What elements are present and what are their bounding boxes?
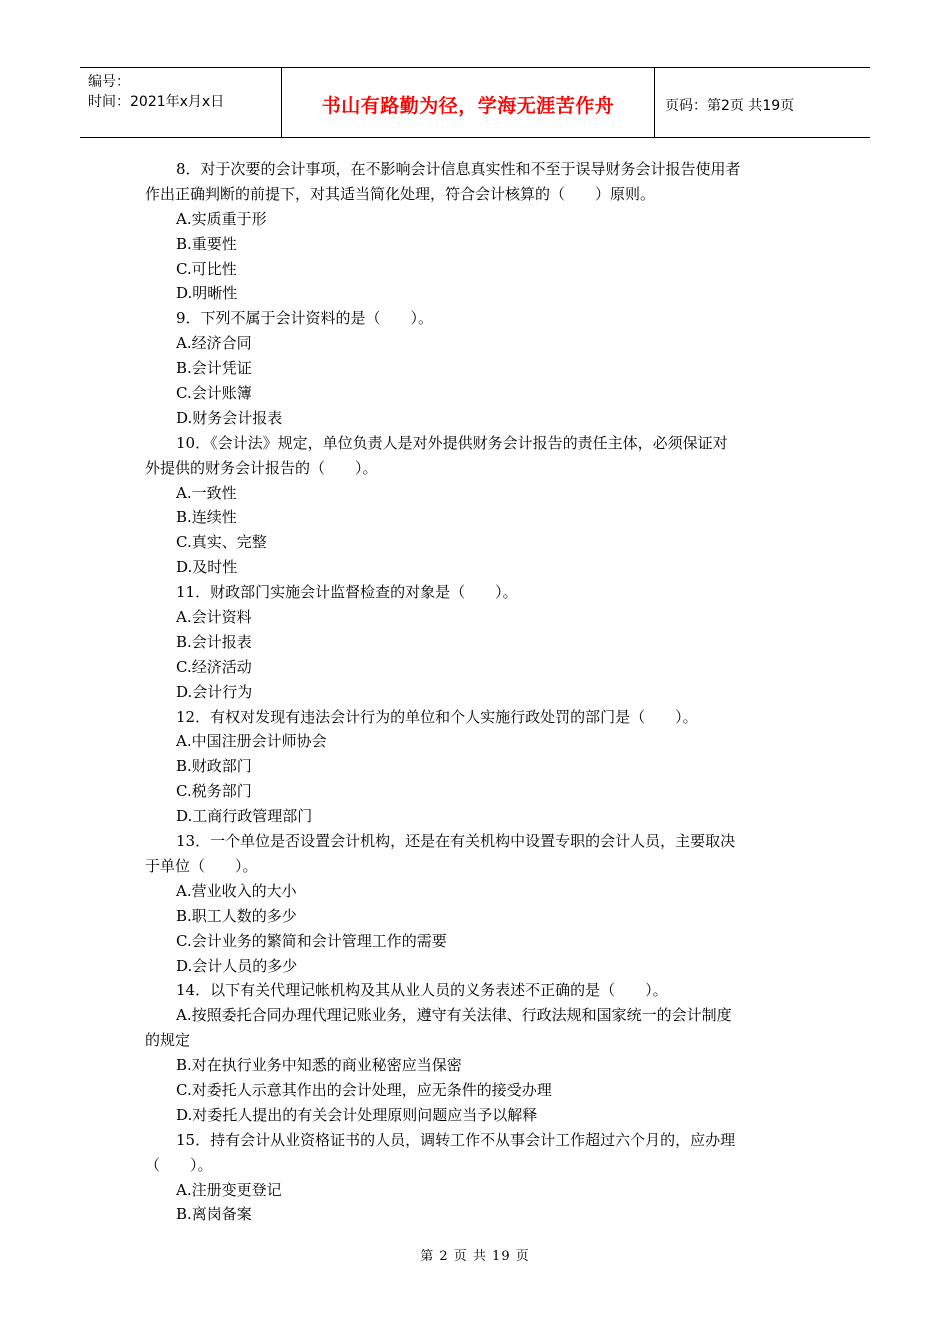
answer-option: C.真实、完整 bbox=[176, 533, 267, 552]
page-footer: 第 2 页 共 19 页 bbox=[420, 1249, 530, 1264]
question-text: 13．一个单位是否设置会计机构，还是在有关机构中设置专职的会计人员，主要取决 bbox=[176, 832, 736, 851]
question-text: 11．财政部门实施会计监督检查的对象是（ ）。 bbox=[176, 583, 518, 602]
answer-option: B.重要性 bbox=[176, 234, 237, 253]
answer-option: A.按照委托合同办理代理记账业务，遵守有关法律、行政法规和国家统一的会计制度 bbox=[176, 1006, 732, 1025]
header-meta bbox=[80, 68, 282, 137]
answer-option: B.会计报表 bbox=[176, 632, 252, 651]
answer-option: D.工商行政管理部门 bbox=[176, 807, 313, 826]
answer-option: C.税务部门 bbox=[176, 782, 252, 801]
question-text-continued: 的规定 bbox=[145, 1031, 191, 1050]
question-text: 9．下列不属于会计资料的是（ ）。 bbox=[176, 309, 434, 328]
answer-option: A.经济合同 bbox=[176, 334, 252, 353]
answer-option: B.对在执行业务中知悉的商业秘密应当保密 bbox=[176, 1056, 462, 1075]
answer-option: A.中国注册会计师协会 bbox=[176, 732, 327, 751]
answer-option: C.对委托人示意其作出的会计处理，应无条件的接受办理 bbox=[176, 1080, 552, 1099]
answer-option: C.会计账簿 bbox=[176, 384, 252, 403]
answer-option: D.明晰性 bbox=[176, 284, 238, 303]
answer-option: A.营业收入的大小 bbox=[176, 881, 297, 900]
answer-option: B.离岗备案 bbox=[176, 1205, 252, 1224]
header-motto-cell bbox=[282, 68, 655, 137]
question-text-continued: 外提供的财务会计报告的（ ）。 bbox=[145, 458, 378, 477]
doc-number-label: 编号： bbox=[88, 74, 130, 90]
answer-option: B.职工人数的多少 bbox=[176, 906, 297, 925]
answer-option: B.会计凭证 bbox=[176, 359, 252, 378]
doc-time-label: 时间：2021年x月x日 bbox=[88, 94, 225, 110]
question-text-continued: （ ）。 bbox=[145, 1155, 213, 1174]
answer-option: C.可比性 bbox=[176, 259, 237, 278]
answer-option: B.财政部门 bbox=[176, 757, 252, 776]
question-text-continued: 于单位（ ）。 bbox=[145, 856, 258, 875]
answer-option: D.对委托人提出的有关会计处理原则问题应当予以解释 bbox=[176, 1105, 538, 1124]
answer-option: D.会计人员的多少 bbox=[176, 956, 298, 975]
question-text: 10．《会计法》规定，单位负责人是对外提供财务会计报告的责任主体，必须保证对 bbox=[176, 433, 728, 452]
page-header bbox=[80, 67, 870, 138]
answer-option: A.实质重于形 bbox=[176, 209, 267, 228]
answer-option: A.注册变更登记 bbox=[176, 1180, 282, 1199]
question-text: 8．对于次要的会计事项，在不影响会计信息真实性和不至于误导财务会计报告使用者 bbox=[176, 160, 741, 178]
answer-option: A.一致性 bbox=[176, 483, 237, 502]
question-text: 14．以下有关代理记帐机构及其从业人员的义务表述不正确的是（ ）。 bbox=[176, 981, 668, 1000]
answer-option: C.会计业务的繁简和会计管理工作的需要 bbox=[176, 931, 447, 950]
answer-option: D.及时性 bbox=[176, 558, 238, 577]
answer-option: A.会计资料 bbox=[176, 608, 252, 627]
answer-option: D.会计行为 bbox=[176, 682, 253, 701]
question-text: 15．持有会计从业资格证书的人员，调转工作不从事会计工作超过六个月的，应办理 bbox=[176, 1130, 736, 1149]
header-page-info: 页码：第2页 共19页 bbox=[665, 97, 795, 114]
answer-option: D.财务会计报表 bbox=[176, 408, 283, 427]
question-text-continued: 作出正确判断的前提下，对其适当简化处理，符合会计核算的（ ）原则。 bbox=[145, 184, 656, 203]
question-text: 12．有权对发现有违法会计行为的单位和个人实施行政处罚的部门是（ ）。 bbox=[176, 707, 698, 726]
answer-option: C.经济活动 bbox=[176, 657, 252, 676]
question-body bbox=[145, 157, 810, 1227]
header-motto: 书山有路勤为径，学海无涯苦作舟 bbox=[321, 95, 615, 117]
answer-option: B.连续性 bbox=[176, 508, 237, 527]
